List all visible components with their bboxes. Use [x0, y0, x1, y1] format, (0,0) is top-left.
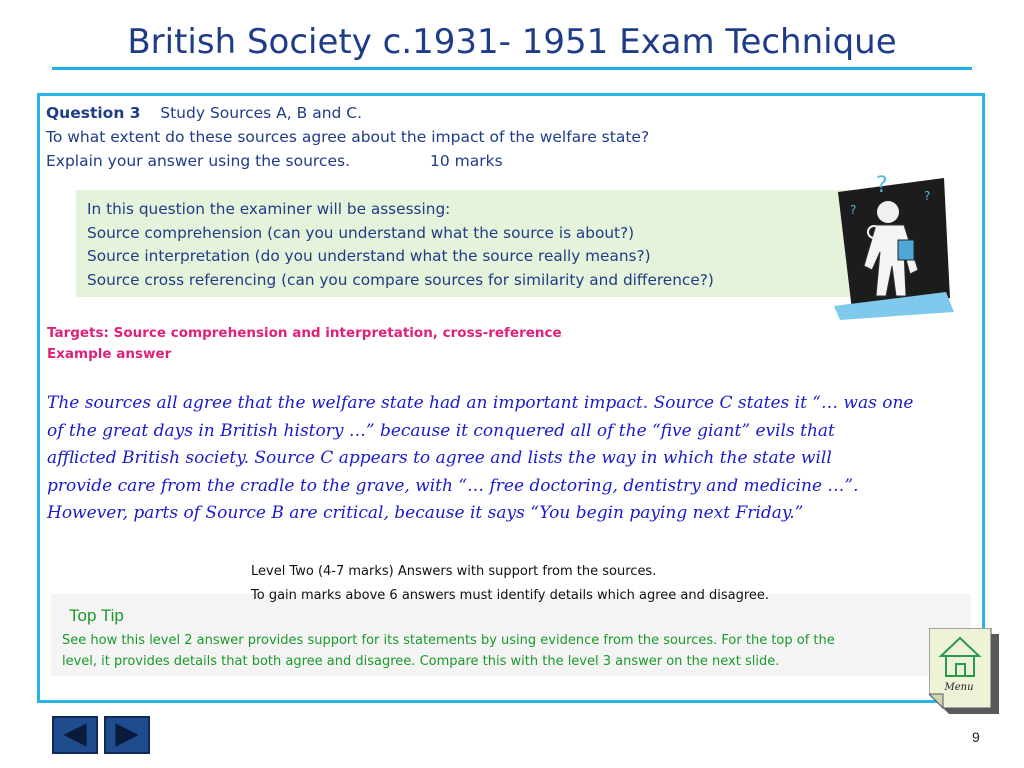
- question-line2: To what extent do these sources agree about the impact of the welfare state?: [46, 128, 650, 146]
- title-divider: [52, 67, 972, 70]
- home-icon: [929, 628, 999, 714]
- top-tip-body: [62, 630, 892, 672]
- answer-line: The sources all agree that the welfare state had an important impact. Source C states it “… was one: [47, 393, 914, 413]
- answer-line: afflicted British society. Source C appears to agree and lists the way in which the state will: [47, 448, 832, 468]
- menu-label: Menu: [944, 682, 974, 693]
- assessing-intro: In this question the examiner will be assessing:: [87, 200, 451, 218]
- level-description: [251, 560, 769, 608]
- top-tip-title: Top Tip: [69, 606, 124, 625]
- question-block: [46, 101, 649, 173]
- assessing-item: Source interpretation (do you understand what the source really means?): [87, 247, 651, 265]
- arrow-left-icon: [54, 718, 96, 752]
- menu-button[interactable]: [929, 628, 999, 714]
- level-line: Level Two (4-7 marks) Answers with support from the sources.: [251, 564, 657, 579]
- svg-text:?: ?: [876, 173, 888, 198]
- svg-text:?: ?: [924, 189, 931, 203]
- answer-line: of the great days in British history …” because it conquered all of the “five giant” evils that: [47, 420, 835, 441]
- slide-title: British Society c.1931- 1951 Exam Technique: [127, 22, 897, 62]
- assessing-item: Source cross referencing (can you compare sources for similarity and difference?): [87, 270, 714, 289]
- example-answer: [47, 390, 982, 528]
- question-line1: Study Sources A, B and C.: [160, 104, 363, 122]
- answer-line: However, parts of Source B are critical, because it says “You begin paying next Friday.”: [47, 503, 804, 523]
- question-label: Question 3: [46, 104, 141, 122]
- svg-text:?: ?: [850, 203, 857, 217]
- top-tip-line: See how this level 2 answer provides support for its statements by using evidence from the sources. For the top of the: [62, 633, 835, 648]
- answer-line: provide care from the cradle to the grave, with “… free doctoring, dentistry and medicine …”.: [47, 475, 859, 496]
- example-answer-label: Example answer: [47, 346, 172, 362]
- page-number: 9: [972, 729, 980, 745]
- question-line3: Explain your answer using the sources.: [46, 152, 350, 170]
- previous-slide-button[interactable]: [52, 716, 98, 754]
- arrow-right-icon: [106, 718, 148, 752]
- level-line: To gain marks above 6 answers must identify details which agree and disagree.: [251, 588, 770, 603]
- targets-block: [47, 323, 562, 365]
- assessing-item: Source comprehension (can you understand what the source is about?): [87, 223, 635, 242]
- targets-line: Targets: Source comprehension and interpretation, cross-reference: [47, 325, 562, 341]
- assessing-box: [76, 190, 868, 297]
- question-marks: 10 marks: [430, 152, 503, 170]
- next-slide-button[interactable]: [104, 716, 150, 754]
- top-tip-line: level, it provides details that both agree and disagree. Compare this with the level 3 answer on the next slide.: [62, 654, 780, 669]
- scientist-clipart: [826, 170, 956, 320]
